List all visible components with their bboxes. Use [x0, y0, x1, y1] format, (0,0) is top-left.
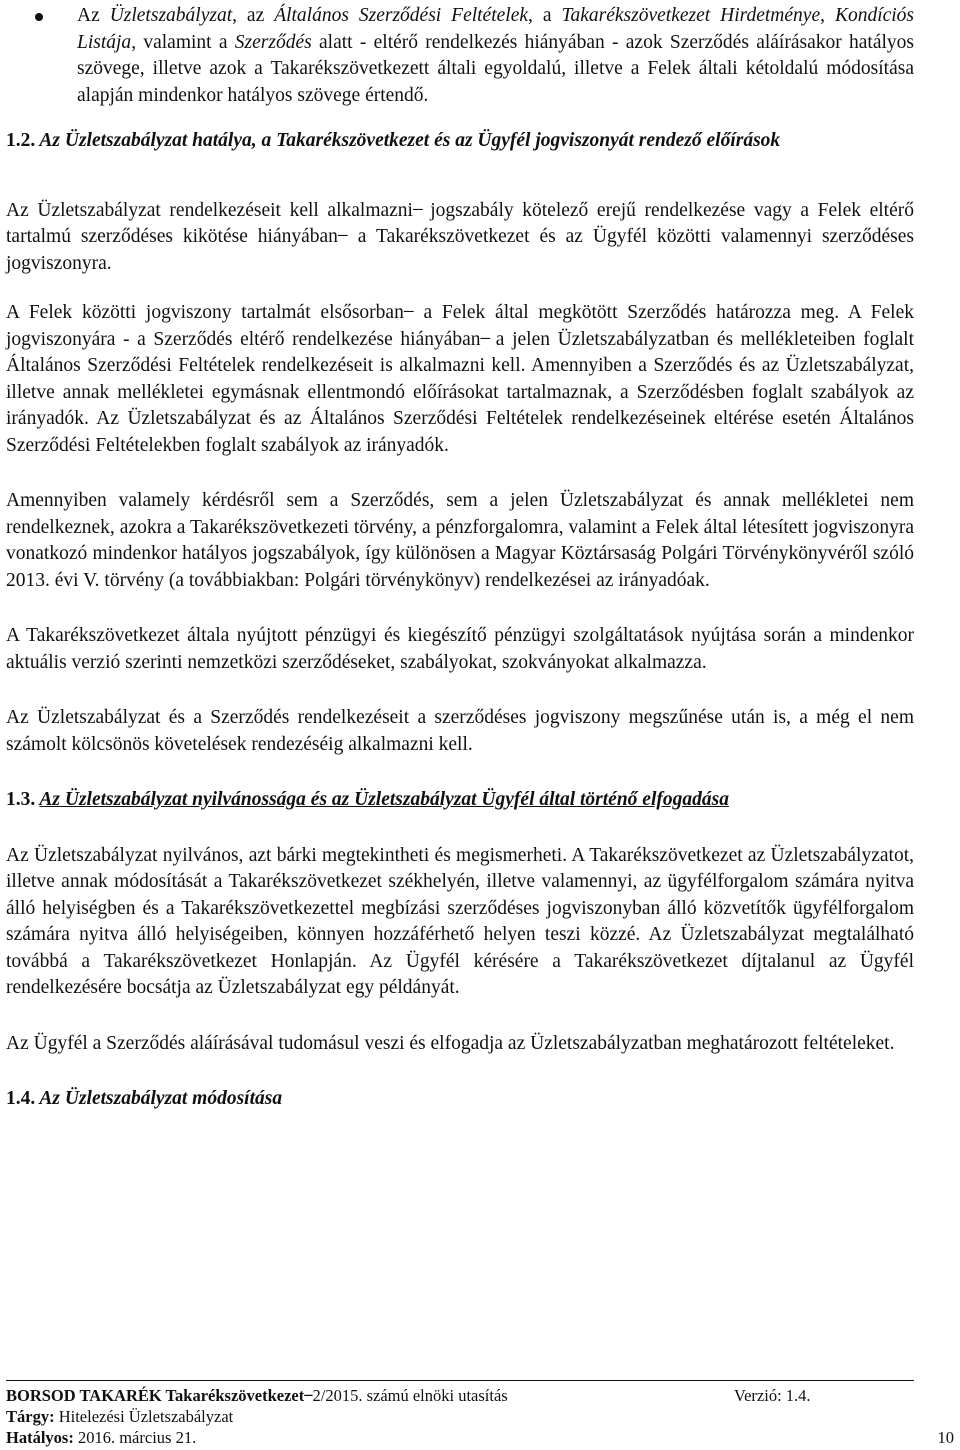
footer-subject-label: Tárgy: [6, 1407, 55, 1426]
section-title: Az Üzletszabályzat hatálya, a Takarékszövetkezet és az Ügyfél jogviszonyát rendező előírások [39, 130, 781, 151]
section-heading-1-3 [6, 787, 914, 814]
paragraph: Az Üzletszabályzat nyilvános, azt bárki megtekintheti és megismerheti. A Takarékszövetkezet az Üzletszabályzatot, illetve annak módosítását a Takarékszövetkezet székhelyén, illetve valamennyi, az ügyfélforgalom számára nyitva álló helyiségben és a Takarékszövetkezettel megbízási szerződéses jogviszonyban álló közvetítők ügyfélforgalom számára nyitva álló helyiségeiben, könnyen hozzáférhető helyen teszi közzé. Az Üzletszabályzat megtalálható továbbá a Takarékszövetkezet Honlapján. Az Ügyfél kérésére a Takarékszövetkezet díjtalanul az Ügyfél rendelkezésére bocsátja az Üzletszabályzat egy példányát. [6, 844, 914, 998]
footer-row-effective [6, 1427, 954, 1448]
document-page [6, 0, 914, 1113]
section-number: 1.3. [6, 789, 36, 810]
definition-bullet [6, 3, 914, 109]
paragraph: Amennyiben valamely kérdésről sem a Szerződés, sem a jelen Üzletszabályzat és annak mellékletei nem rendelkeznek, azokra a Takarékszövetkezeti törvény, a pénzforgalomra, valamint a Felek által létesített jogviszonyra vonatkozó mindenkor hatályos jogszabályok, így különösen a Magyar Köztársaság Polgári Törvénykönyvéről szóló 2013. évi V. törvény (a továbbiakban: Polgári törvénykönyv) rendelkezései az irányadóak. [6, 490, 914, 591]
paragraph: A Takarékszövetkezet általa nyújtott pénzügyi és kiegészítő pénzügyi szolgáltatások nyújtása során a mindenkor aktuális verzió szerinti nemzetközi szerződéseket, szabályokat, szokványokat alkalmazza. [6, 625, 914, 673]
paragraph: Az Ügyfél a Szerződés aláírásával tudomásul veszi és elfogadja az Üzletszabályzatban meghatározott feltételeket. [6, 1032, 895, 1054]
paragraph: Az Üzletszabályzat és a Szerződés rendelkezéseit a szerződéses jogviszony megszűnése után is, a még el nem számolt kölcsönös követelések rendezéséig alkalmazni kell. [6, 707, 914, 755]
paragraph: Az Üzletszabályzat rendelkezéseit kell alkalmazni ̶ jogszabály kötelező erejű rendelkezése vagy a Felek eltérő tartalmú szerződéses kikötése hiányában ̶ a Takarékszövetkezet és az Ügyfél közötti valamennyi szerződéses jogviszonyra. [6, 199, 914, 274]
footer-row-org [6, 1385, 914, 1406]
page-footer [6, 1380, 954, 1448]
section-number: 1.4. [6, 1088, 36, 1109]
section-heading-1-4 [6, 1086, 914, 1113]
section-title: Az Üzletszabályzat nyilvánossága és az Üzletszabályzat Ügyfél által történő elfogadása [39, 789, 729, 810]
section-heading-1-2 [6, 128, 914, 155]
footer-doc-ref: 2/2015. számú elnöki utasítás [312, 1386, 508, 1405]
footer-org: BORSOD TAKARÉK Takarékszövetkezet [6, 1386, 305, 1405]
section-title: Az Üzletszabályzat módosítása [39, 1088, 283, 1109]
page-number: 10 [937, 1428, 954, 1447]
paragraph: A Felek közötti jogviszony tartalmát elsősorban ̶ a Felek által megkötött Szerződés határozza meg. A Felek jogviszonyára - a Szerződés eltérő rendelkezése hiányában ̶ a jelen Üzletszabályzatban és mellékleteiben foglalt Általános Szerződési Feltételek rendelkezéseit is alkalmazni kell. Amennyiben a Szerződés és az Üzletszabályzat, illetve annak mellékletei egymásnak ellentmondó előírásokat tartalmaznak, a Szerződésben foglalt szabályok az irányadók. Az Üzletszabályzat és az Általános Szerződési Feltételek rendelkezéseinek eltérése esetén Általános Szerződési Feltételekben foglalt szabályok az irányadók. [6, 302, 914, 456]
footer-effective-date: 2016. március 21. [77, 1428, 197, 1447]
footer-subject: Hitelezési Üzletszabályzat [58, 1407, 234, 1426]
bullet-text: Az Üzletszabályzat, az Általános Szerződési Feltételek, a Takarékszövetkezet Hirdetménye, Kondíciós Listája, valamint a Szerződés alatt - eltérő rendelkezés hiányában - azok Szerződés aláírásakor hatályos szövege, illetve azok a Takarékszövetkezett általi egyoldalú, illetve a Felek általi kétoldalú módosítása alapján mindenkor hatályos szövege értendő. [77, 5, 915, 106]
section-number: 1.2. [6, 130, 36, 151]
bullet-dot-icon [35, 13, 43, 21]
footer-version: Verzió: 1.4. [734, 1386, 811, 1405]
footer-row-subject [6, 1406, 914, 1427]
footer-effective-label: Hatályos: [6, 1428, 74, 1447]
